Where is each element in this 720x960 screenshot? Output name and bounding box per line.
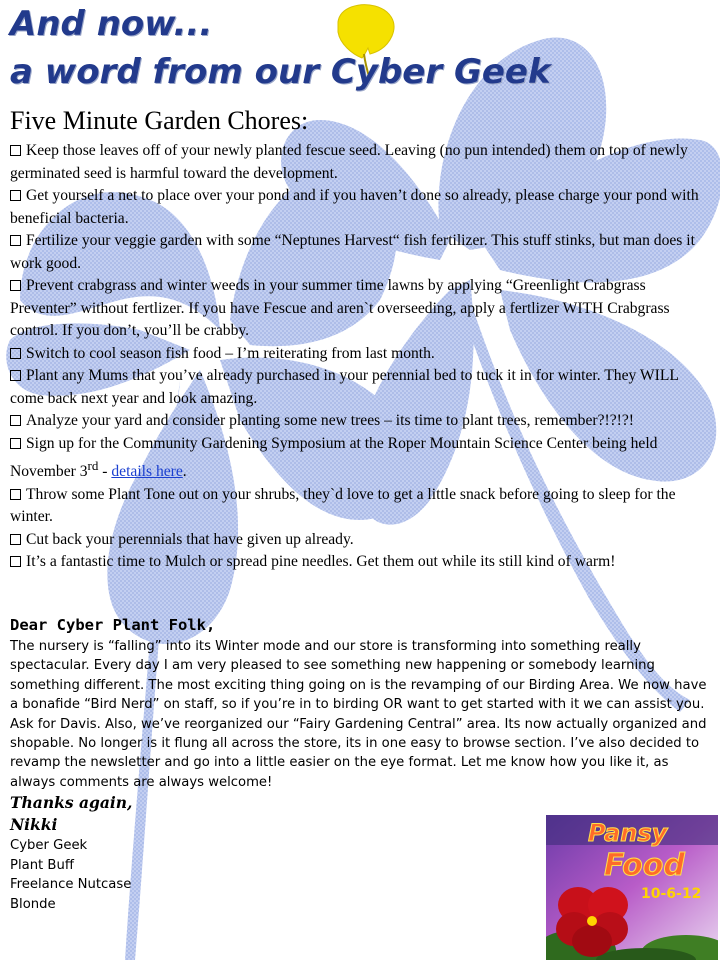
signature-title: Freelance Nutcase (10, 877, 132, 893)
chore-item: Switch to cool season fish food – I’m reiterating from last month. (10, 343, 712, 366)
checkbox-icon[interactable] (10, 235, 21, 246)
checkbox-icon[interactable] (10, 145, 21, 156)
chore-item: Cut back your perennials that have given up already. (10, 529, 712, 552)
sign-line1: Pansy (588, 819, 668, 847)
sign-line2: Food (604, 848, 685, 883)
details-link[interactable]: details here (111, 463, 183, 481)
signature-title: Plant Buff (10, 857, 74, 873)
heading-line-1: And now... (10, 4, 213, 44)
signoff-name: Nikki (10, 815, 58, 835)
letter-greeting: Dear Cyber Plant Folk, (10, 616, 216, 634)
letter-body: The nursery is “falling” into its Winter mode and our store is transforming into something really spectacular. Every day I am very pleased to see something new happening or somebody learning something different. The most exciting thing going on is the revamping of our Birding Area. We now have a bonafide “Bird Nerd” on staff, so if you’re in to birding OR want to get started with it we can assist you. Ask for Davis. Also, we’ve reorganized our “Fairy Gardening Central” area. Its now actually organized and shopable. No longer is it flung all across the store, its in one easy to browse section. I’ve also decided to revamp the newsletter and go into a little easier on the eye format. Let me know how you like it, as always comments are always welcome! (10, 639, 707, 790)
chore-item: Analyze your yard and consider planting some new trees – its time to plant trees, remember?!?!?! (10, 410, 712, 433)
checkbox-icon[interactable] (10, 438, 21, 449)
signature-title: Cyber Geek (10, 838, 88, 854)
checkbox-icon[interactable] (10, 415, 21, 426)
checkbox-icon[interactable] (10, 534, 21, 545)
chores-list (10, 140, 712, 574)
checkbox-icon[interactable] (10, 489, 21, 500)
heading-line-2: a word from our Cyber Geek (10, 52, 551, 92)
chore-item: It’s a fantastic time to Mulch or spread pine needles. Get them out while its still kind of warm! (10, 551, 712, 574)
checkbox-icon[interactable] (10, 370, 21, 381)
checkbox-icon[interactable] (10, 556, 21, 567)
chore-item: Keep those leaves off of your newly planted fescue seed. Leaving (no pun intended) them on top of newly germinated seed is harmful toward the development. (10, 142, 688, 182)
checkbox-icon[interactable] (10, 280, 21, 291)
chore-item: Sign up for the Community Gardening Symposium at the Roper Mountain Science Center being held November 3rd - details here. (10, 434, 658, 481)
checkbox-icon[interactable] (10, 348, 21, 359)
pansy-food-photo (546, 815, 718, 960)
chore-item: Throw some Plant Tone out on your shrubs, they`d love to get a little snack before going to sleep for the winter. (10, 485, 676, 526)
signoff-thanks: Thanks again, (10, 793, 133, 813)
checkbox-icon[interactable] (10, 190, 21, 201)
sign-line3: 10-6-12 (641, 886, 702, 902)
chores-title: Five Minute Garden Chores: (10, 106, 309, 135)
chore-item: Plant any Mums that you’ve already purchased in your perennial bed to tuck it in for winter. They WILL come back next year and look amazing. (10, 367, 679, 407)
chore-item: Get yourself a net to place over your pond and if you haven’t done so already, please charge your pond with beneficial bacteria. (10, 187, 699, 227)
signature-title: Blonde (10, 897, 56, 913)
chore-item: Prevent crabgrass and winter weeds in your summer time lawns by applying “Greenlight Crabgrass Preventer” without fertlizer. If you have Fescue and aren`t overseeding, apply a fertlizer WITH Crabgrass control. If you don’t, you’ll be crabby. (10, 277, 670, 339)
chore-item: Fertilize your veggie garden with some “Neptunes Harvest“ fish fertilizer. This stuff stinks, but man does it work good. (10, 232, 695, 272)
